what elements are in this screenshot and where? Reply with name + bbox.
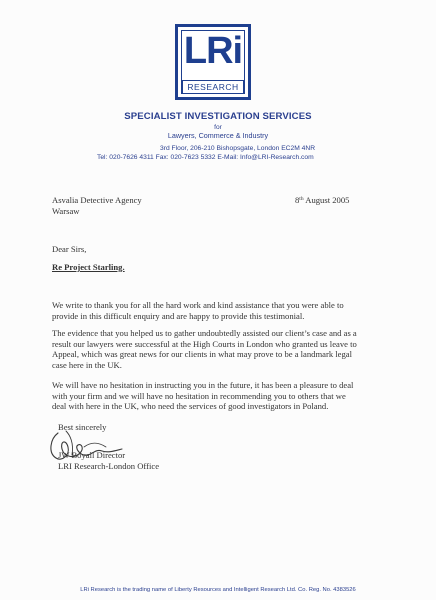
header-for: for [214,124,222,131]
closing: Best sincerely [58,422,107,432]
header-subtitle: Lawyers, Commerce & Industry [167,131,269,140]
header-title: SPECIALIST INVESTIGATION SERVICES [124,111,312,122]
signer-name: JW Boyall Director [58,450,126,460]
header-contact: Tel: 020-7626 4311 Fax: 020-7623 5332 E-Mail: Info@LRI-Research.com [97,154,314,161]
subject-line: Re Project Starling. [52,262,125,272]
paragraph-line: The evidence that you helped us to gather undoubtedly assisted our client’s case and as a [52,328,357,338]
paragraph-line: We write to thank you for all the hard work and kind assistance that you were able to [52,300,344,310]
logo-subtitle: RESEARCH [182,80,244,94]
signer-office: LRI Research-London Office [58,461,160,471]
paragraph-line: We will have no hesitation in instructing you in the future, it has been a pleasure to deal [52,380,354,390]
recipient-city: Warsaw [52,206,80,216]
paragraph-line: with your firm and we will have no hesitation in recommending you to others that we [52,390,346,401]
paragraph-3 [52,380,353,412]
company-logo [175,24,251,100]
paragraph-line: provide in this difficult enquiry and are happy to provide this testimonial. [52,310,305,321]
paragraph-line: case here in the UK. [52,359,122,370]
date-rest: August 2005 [303,195,350,205]
paragraph-1 [52,300,344,321]
footer-note: LRi Research is the trading name of Liberty Resources and Intelligent Research Ltd. Co. Reg. No. 4383526 [80,587,356,593]
date-day: 8 [295,195,300,205]
recipient-name: Asvalia Detective Agency [52,195,142,205]
letter-date [295,194,349,206]
date-suffix: th [299,196,304,202]
paragraph-line: Appeal, which was great news for our clients in what may prove to be a landmark legal [52,349,352,360]
paragraph-2 [52,328,357,370]
paragraph-line: deal with here in the UK, who need the services of good investigators in Poland. [52,401,329,412]
header-address: 3rd Floor, 206-210 Bishopsgate, London EC2M 4NR [160,145,316,152]
logo-letters: LRi [183,30,243,72]
paragraph-line: result our lawyers were successful at the High Courts in London who granted us leave to [52,338,357,349]
salutation: Dear Sirs, [52,244,87,254]
